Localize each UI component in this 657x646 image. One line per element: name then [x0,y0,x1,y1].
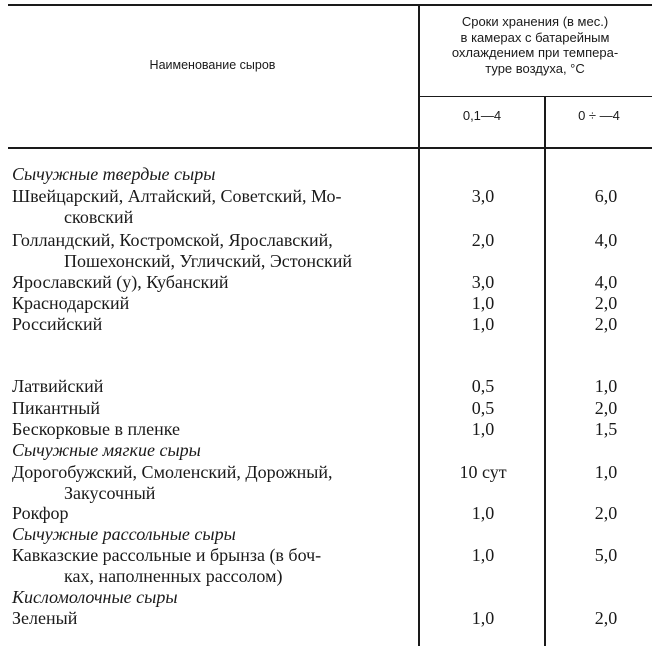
top-rule [8,4,652,6]
table-row-name: Бескорковые в пленке [12,419,181,439]
temp-separator-rule [419,96,652,97]
table-row-name: Голландский, Костромской, Ярославский, Пошехонский, Угличский, Эстонский [12,230,352,271]
table-cell-temp1: 10 сут [459,462,507,482]
table-cell-temp2: 1,0 [594,462,618,482]
table-cell-temp1: 1,0 [471,545,495,565]
table-row-name: Латвийский [12,376,104,396]
table-cell-temp2: 2,0 [594,314,618,334]
table-cell-temp1: 2,0 [471,230,495,250]
column-divider-main [418,4,420,646]
table-cell-temp1: 0,5 [471,398,495,418]
table-row-name: Рокфор [12,503,69,523]
section-heading: Кисломолочные сыры [12,587,178,607]
name-column-header: Наименование сыров [149,58,276,72]
header-bottom-rule [8,147,652,149]
temp-header-1: 0,1—4 [462,108,502,123]
section-heading: Сычужные мягкие сыры [12,440,201,460]
table-cell-temp1: 1,0 [471,503,495,523]
table-cell-temp2: 2,0 [594,608,618,628]
table-cell-temp1: 1,0 [471,293,495,313]
table-row-name: Пикантный [12,398,100,418]
table-row-name: Кавказские рассольные и брынза (в боч- ках, наполненных рассолом) [12,545,322,586]
table-cell-temp1: 0,5 [471,376,495,396]
storage-column-header: Сроки хранения (в мес.) в камерах с батарейным охлаждением при темпера- туре воздуха, °С [451,14,619,76]
table-cell-temp1: 3,0 [471,186,495,206]
table-cell-temp2: 4,0 [594,230,618,250]
table-cell-temp1: 1,0 [471,419,495,439]
table-row-name: Российский [12,314,103,334]
table-cell-temp1: 1,0 [471,608,495,628]
table-cell-temp2: 1,5 [594,419,618,439]
table-cell-temp2: 4,0 [594,272,618,292]
table-row-name: Швейцарский, Алтайский, Советский, Мо- сковский [12,186,342,227]
table-cell-temp1: 3,0 [471,272,495,292]
table-cell-temp2: 6,0 [594,186,618,206]
table-cell-temp2: 2,0 [594,398,618,418]
section-heading: Сычужные рассольные сыры [12,524,236,544]
temp-header-2: 0 ÷ —4 [578,108,620,123]
table-cell-temp2: 1,0 [594,376,618,396]
table-cell-temp1: 1,0 [471,314,495,334]
section-heading: Сычужные твердые сыры [12,164,216,184]
table-cell-temp2: 2,0 [594,293,618,313]
table-cell-temp2: 5,0 [594,545,618,565]
table-row-name: Ярославский (у), Кубанский [12,272,229,292]
table-row-name: Зеленый [12,608,78,628]
table-row-name: Краснодарский [12,293,130,313]
table-row-name: Дорогобужский, Смоленский, Дорожный, Закусочный [12,462,333,503]
table-cell-temp2: 2,0 [594,503,618,523]
